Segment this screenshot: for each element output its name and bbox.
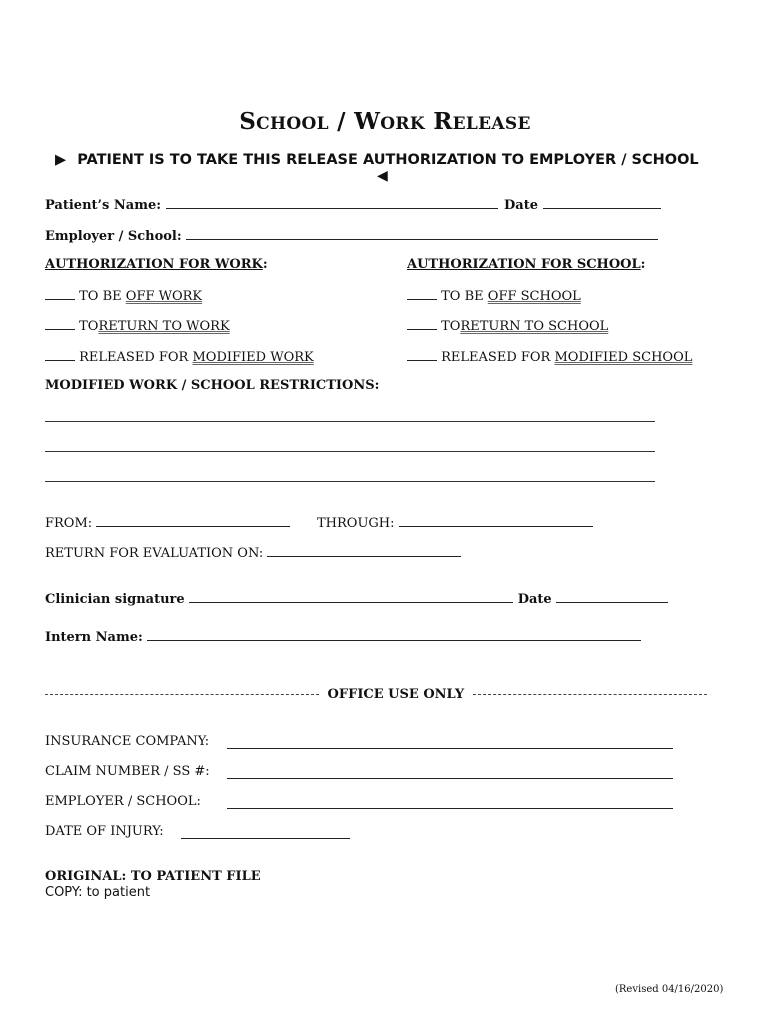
arrow-right-icon: ▶ [55,152,67,168]
checkbox-line[interactable] [45,287,75,300]
return-eval-field[interactable] [267,544,461,557]
option-prefix: TO [441,319,461,334]
through-row [317,514,593,531]
injury-date-field[interactable] [181,826,350,839]
title-part: ORK [380,114,425,134]
clinician-row [45,590,668,607]
instruction-text: PATIENT IS TO TAKE THIS RELEASE AUTHORIZATION TO EMPLOYER / SCHOOL [77,152,699,168]
clinician-date-label: Date [517,592,552,607]
employer-school-label: Employer / School: [45,229,182,244]
checkbox-line[interactable] [407,317,437,330]
checkbox-line[interactable] [407,348,437,361]
title-part: / [328,108,355,135]
title-part: R [424,108,453,135]
auth-school-header-text: AUTHORIZATION FOR SCHOOL [407,257,641,272]
patient-name-field[interactable] [166,196,498,209]
title-part: W [354,108,381,135]
option-text: OFF WORK [125,289,203,304]
option-prefix: TO BE [441,289,484,304]
colon: : [262,257,268,272]
school-option-off [407,287,581,304]
option-text: OFF SCHOOL [487,289,581,304]
date-label: Date [504,198,538,213]
title-part: CHOOL [256,114,329,134]
employer-school-row [45,227,658,244]
colon: : [640,257,646,272]
from-field[interactable] [96,514,290,527]
injury-label: DATE OF INJURY: [45,824,164,839]
restrictions-line-1[interactable] [45,421,655,422]
patient-name-label: Patient’s Name: [45,198,162,213]
office-use-label: OFFICE USE ONLY [327,687,465,702]
clinician-signature-field[interactable] [189,590,513,603]
work-option-off [45,287,202,304]
restrictions-line-3[interactable] [45,481,655,482]
through-field[interactable] [399,514,593,527]
title-part: ELEASE [452,114,531,134]
insurance-label: INSURANCE COMPANY: [45,734,210,749]
revised-date: (Revised 04/16/2020) [615,984,724,995]
auth-work-header [45,257,268,272]
option-prefix: TO [79,319,99,334]
school-option-return [407,317,608,334]
return-eval-row [45,544,461,561]
title-part: S [239,108,257,135]
from-row [45,514,290,531]
insurance-field[interactable] [227,736,673,749]
date-field[interactable] [543,196,661,209]
option-text: MODIFIED SCHOOL [554,350,693,365]
office-use-divider [45,686,707,702]
restrictions-line-2[interactable] [45,451,655,452]
work-option-modified [45,348,314,365]
checkbox-line[interactable] [407,287,437,300]
option-prefix: RELEASED FOR [79,350,189,365]
employer-school-field[interactable] [186,227,658,240]
intern-row [45,628,641,645]
original-label: ORIGINAL: TO PATIENT FILE [45,869,261,884]
work-option-return [45,317,230,334]
arrow-left-icon: ◀ [377,168,388,184]
office-employer-field[interactable] [227,796,673,809]
dashed-line [45,686,319,695]
option-text: RETURN TO WORK [98,319,230,334]
option-prefix: TO BE [79,289,122,304]
option-prefix: RELEASED FOR [441,350,551,365]
copy-label: COPY: to patient [45,885,151,900]
checkbox-line[interactable] [45,348,75,361]
option-text: MODIFIED WORK [192,350,314,365]
page-title [0,108,770,135]
auth-work-header-text: AUTHORIZATION FOR WORK [45,257,263,272]
intern-label: Intern Name: [45,630,143,645]
through-label: THROUGH: [317,516,395,531]
claim-label: CLAIM NUMBER / SS #: [45,764,210,779]
auth-school-header [407,257,645,272]
date-row [504,196,661,213]
school-option-modified [407,348,692,365]
restrictions-label: MODIFIED WORK / SCHOOL RESTRICTIONS: [45,378,380,393]
intern-name-field[interactable] [147,628,641,641]
clinician-date-field[interactable] [556,590,668,603]
return-eval-label: RETURN FOR EVALUATION ON: [45,546,264,561]
clinician-label: Clinician signature [45,592,185,607]
office-employer-label: EMPLOYER / SCHOOL: [45,794,201,809]
dashed-line [473,686,707,695]
from-label: FROM: [45,516,93,531]
claim-field[interactable] [227,766,673,779]
checkbox-line[interactable] [45,317,75,330]
instruction-line [55,152,699,168]
option-text: RETURN TO SCHOOL [460,319,609,334]
patient-name-row [45,196,498,213]
